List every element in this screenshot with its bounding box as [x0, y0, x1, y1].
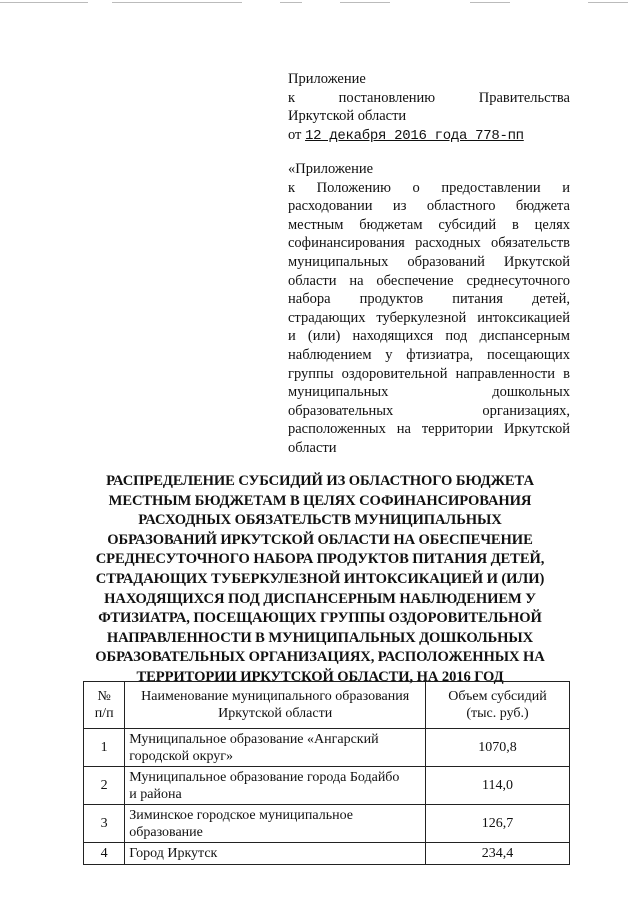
- sub-appendix-line: группы оздоровительной направленности в: [288, 365, 570, 382]
- title-line: ОБРАЗОВАТЕЛЬНЫХ ОРГАНИЗАЦИЯХ, РАСПОЛОЖЕННЫХ НА: [95, 649, 545, 666]
- sub-appendix-line: и (или) находящихся под диспансерным: [288, 328, 570, 345]
- row-name: Муниципальное образование «Ангарский городской округ»: [125, 729, 426, 767]
- header-number: № п/п: [84, 682, 125, 729]
- row-number: 2: [84, 767, 125, 805]
- table-header-row: [84, 682, 570, 729]
- title-line: ФТИЗИАТРА, ПОСЕЩАЮЩИХ ГРУППЫ ОЗДОРОВИТЕЛЬНОЙ: [98, 610, 542, 627]
- sub-appendix-line: муниципальных дошкольных: [288, 384, 570, 401]
- sub-appendix-line: софинансирования расходных обязательств: [288, 235, 570, 252]
- sub-appendix-line: наблюдением у фтизиатра, посещающих: [288, 346, 570, 363]
- row-amount: 114,0: [426, 767, 570, 805]
- appendix-header: [288, 70, 570, 145]
- sub-appendix: [288, 160, 570, 458]
- title-line: РАСПРЕДЕЛЕНИЕ СУБСИДИЙ ИЗ ОБЛАСТНОГО БЮДЖЕТА: [106, 473, 534, 489]
- appendix-date: от 12 декабря 2016 года 778-пп: [288, 126, 524, 144]
- sub-appendix-line: к Положению о предоставлении и: [288, 179, 570, 196]
- scan-top-line: [0, 2, 640, 4]
- title-line: СРЕДНЕСУТОЧНОГО НАБОРА ПРОДУКТОВ ПИТАНИЯ ДЕТЕЙ,: [95, 551, 545, 568]
- subsidy-table: [83, 681, 570, 865]
- sub-appendix-title: «Приложение: [288, 161, 374, 177]
- title-line: ТЕРРИТОРИИ ИРКУТСКОЙ ОБЛАСТИ, НА 2016 ГОД: [136, 668, 504, 685]
- row-amount: 234,4: [426, 843, 570, 865]
- table-row: [84, 843, 570, 865]
- document-title: [60, 472, 580, 688]
- appendix-region: Иркутской области: [288, 108, 407, 125]
- title-line: НАХОДЯЩИХСЯ ПОД ДИСПАНСЕРНЫМ НАБЛЮДЕНИЕМ У: [104, 590, 536, 607]
- appendix-resolution-line: к постановлению Правительства: [288, 89, 570, 106]
- title-line: СТРАДАЮЩИХ ТУБЕРКУЛЕЗНОЙ ИНТОКСИКАЦИЕЙ И (ИЛИ): [95, 570, 545, 587]
- title-line: МЕСТНЫМ БЮДЖЕТАМ В ЦЕЛЯХ СОФИНАНСИРОВАНИЯ: [108, 492, 532, 509]
- sub-appendix-last-line: области: [288, 439, 337, 456]
- sub-appendix-line: области на обеспечение среднесуточного: [288, 272, 570, 289]
- row-number: 3: [84, 805, 125, 843]
- header-name: Наименование муниципального образования Иркутской области: [125, 682, 426, 729]
- row-amount: 1070,8: [426, 729, 570, 767]
- row-amount: 126,7: [426, 805, 570, 843]
- sub-appendix-line: страдающих туберкулезной интоксикацией: [288, 309, 570, 326]
- sub-appendix-line: муниципальных образований Иркутской: [288, 253, 570, 270]
- sub-appendix-line: местным бюджетам субсидий в целях: [288, 216, 570, 233]
- row-number: 4: [84, 843, 125, 865]
- table-row: [84, 805, 570, 843]
- row-name: Зиминское городское муниципальное образование: [125, 805, 426, 843]
- sub-appendix-line: расходовании из областного бюджета: [288, 198, 570, 215]
- title-line: ОБРАЗОВАНИЙ ИРКУТСКОЙ ОБЛАСТИ НА ОБЕСПЕЧЕНИЕ: [107, 531, 533, 548]
- resolution-date-number: 12 декабря 2016 года 778-пп: [305, 127, 524, 144]
- header-amount: Объем субсидий (тыс. руб.): [426, 682, 570, 729]
- sub-appendix-line: набора продуктов питания детей,: [288, 291, 570, 308]
- row-name: Город Иркутск: [125, 843, 426, 865]
- title-line: РАСХОДНЫХ ОБЯЗАТЕЛЬСТВ МУНИЦИПАЛЬНЫХ: [138, 512, 502, 529]
- row-name: Муниципальное образование города Бодайбо и района: [125, 767, 426, 805]
- table-row: [84, 767, 570, 805]
- appendix-label: Приложение: [288, 71, 366, 87]
- sub-appendix-line: расположенных на территории Иркутской: [288, 421, 570, 438]
- title-line: НАПРАВЛЕННОСТИ В МУНИЦИПАЛЬНЫХ ДОШКОЛЬНЫХ: [106, 629, 534, 646]
- row-number: 1: [84, 729, 125, 767]
- table-row: [84, 729, 570, 767]
- sub-appendix-line: образовательных организациях,: [288, 402, 570, 419]
